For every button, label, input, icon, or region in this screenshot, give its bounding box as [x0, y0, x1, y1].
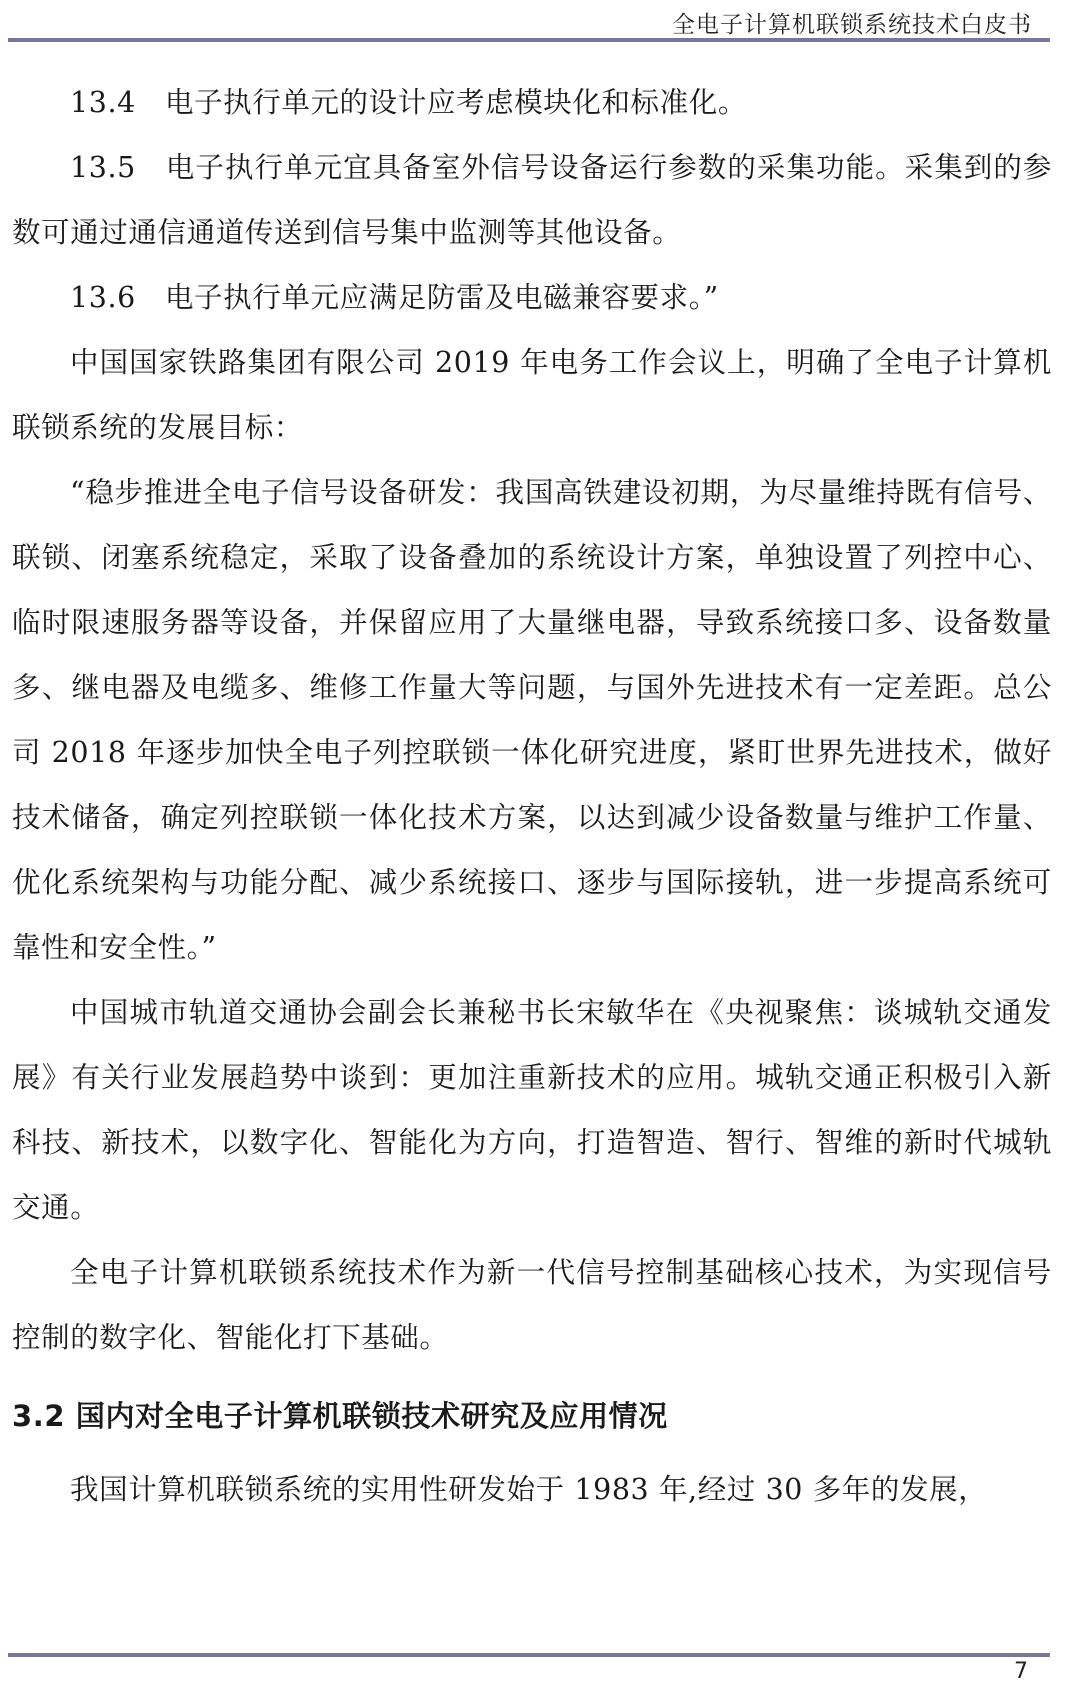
document-body — [12, 70, 1052, 1522]
paragraph-railway-goal-quote: “稳步推进全电子信号设备研发：我国高铁建设初期，为尽量维持既有信号、联锁、闭塞系统稳定，采取了设备叠加的系统设计方案，单独设置了列控中心、临时限速服务器等设备，并保留应用了大量继电器，导致系统接口多、设备数量多、继电器及电缆多、维修工作量大等问题，与国外先进技术有一定差距。总公司 2018 年逐步加快全电子列控联锁一体化研究进度，紧盯世界先进技术，做好技术储备，确定列控联锁一体化技术方案，以达到减少设备数量与维护工作量、优化系统架构与功能分配、减少系统接口、逐步与国际接轨，进一步提高系统可靠性和安全性。” — [12, 476, 1052, 964]
clause-13-5: 13.5 电子执行单元宜具备室外信号设备运行参数的采集功能。采集到的参数可通过通信通道传送到信号集中监测等其他设备。 — [12, 151, 1052, 249]
header-rule — [8, 38, 1050, 42]
clause-13-6: 13.6 电子执行单元应满足防雷及电磁兼容要求。” — [70, 281, 719, 314]
paragraph-railway-goal-intro: 中国国家铁路集团有限公司 2019 年电务工作会议上，明确了全电子计算机联锁系统的发展目标： — [12, 346, 1052, 444]
footer-rule — [8, 1653, 1050, 1657]
paragraph-urban-rail-trend: 中国城市轨道交通协会副会长兼秘书长宋敏华在《央视聚焦：谈城轨交通发展》有关行业发展趋势中谈到：更加注重新技术的应用。城轨交通正积极引入新科技、新技术，以数字化、智能化为方向，打造智造、智行、智维的新时代城轨交通。 — [12, 996, 1052, 1224]
section-3-2-first-paragraph: 我国计算机联锁系统的实用性研发始于 1983 年,经过 30 多年的发展， — [70, 1473, 988, 1506]
clause-13-4: 13.4 电子执行单元的设计应考虑模块化和标准化。 — [70, 86, 747, 119]
paragraph-technology-foundation: 全电子计算机联锁系统技术作为新一代信号控制基础核心技术，为实现信号控制的数字化、智能化打下基础。 — [12, 1256, 1052, 1354]
running-header-title: 全电子计算机联锁系统技术白皮书 — [672, 12, 1032, 38]
section-heading-3-2: 3.2 国内对全电子计算机联锁技术研究及应用情况 — [12, 1399, 668, 1433]
page-number: 7 — [1014, 1659, 1028, 1684]
